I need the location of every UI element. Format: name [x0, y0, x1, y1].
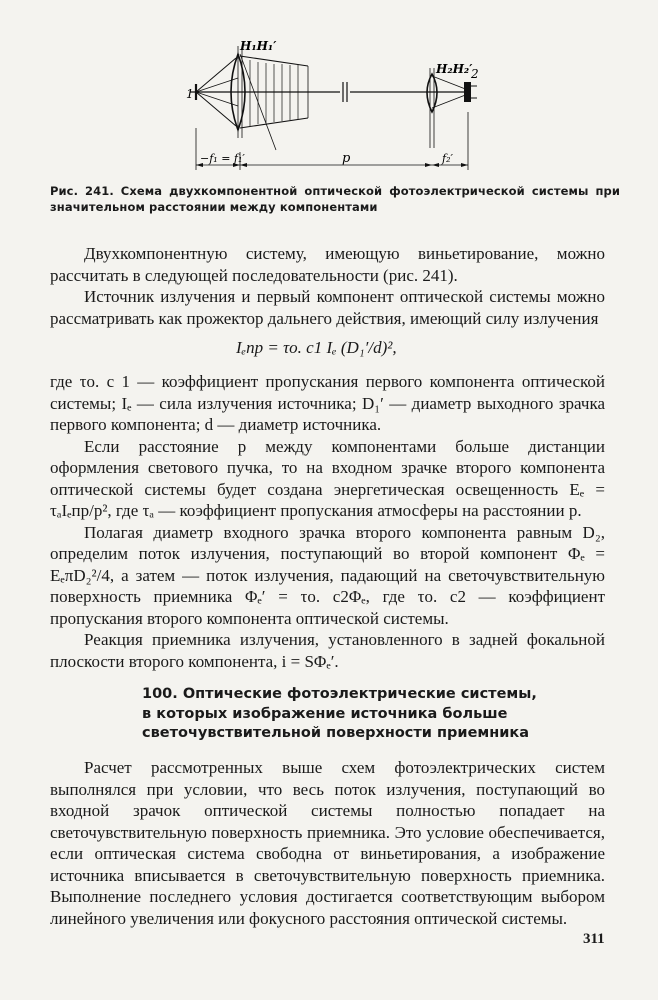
- paragraph-intro: Двухкомпонентную систему, имеющую виньетирование, можно рассчитать в следующей последовательности (рис. 241).: [50, 244, 605, 285]
- optical-scheme-drawing: [150, 40, 620, 190]
- label-detector-number: 2: [471, 67, 479, 81]
- label-source-number: 1: [186, 87, 194, 101]
- label-h2: H₂H₂′: [436, 62, 473, 76]
- section-heading: [142, 685, 562, 744]
- paragraph-calculation: Расчет рассмотренных выше схем фотоэлектрических систем выполнялся при условии, что весь поток излучения, поступающий во входной зрачок оптической системы полностью попадает на светочувствительную поверхность приемника. Это условие обеспечивается, если оптическая система свободна от виньетирования, а изображение источника вписывается в светочувствительную поверхность приемника. Выполнение последнего условия достигается соответствующим выбором линейного увеличения или фокусного расстояния оптической системы.: [50, 758, 605, 928]
- label-p: p: [342, 151, 351, 166]
- heading-line-1: 100. Оптические фотоэлектрические системы,: [142, 686, 537, 702]
- figure-caption: Рис. 241. Схема двухкомпонентной оптической фотоэлектрической системы при значительном расстоянии между компонентами: [50, 184, 620, 214]
- heading-line-3: светочувствительной поверхности приемника: [142, 725, 530, 741]
- paragraph-distance: Если расстояние p между компонентами больше дистанции оформления светового пучка, то на входном зрачке второго компонента оптической системы будет создана энергетическая освещенность Eₑ = τₐIₑпр/p², где τₐ — коэффициент пропускания атмосферы на расстоянии p.: [50, 436, 605, 520]
- paragraph-block-2: [50, 371, 605, 672]
- heading-line-2: в которых изображение источника больше: [142, 705, 508, 722]
- paragraph-flux: Полагая диаметр входного зрачка второго компонента равным D₂, определим поток излучения, поступающий во второй компонент Φₑ = EₑπD₂²/4, а затем — поток излучения, падающий на светочувствительную поверхность приемника Φₑ′ = τо. с2Φₑ, где τо. с2 — коэффициент пропускания второго компонента оптической системы.: [50, 522, 605, 628]
- paragraph-reaction: Реакция приемника излучения, установленного в задней фокальной плоскости второго компонента, i = SΦₑ′.: [50, 630, 605, 671]
- page-number: 311: [583, 931, 605, 947]
- paragraph-source: Источник излучения и первый компонент оптической системы можно рассматривать как прожектор дальнего действия, имеющий силу излучения: [50, 287, 605, 328]
- paragraph-block-1: [50, 243, 605, 329]
- label-f1: −f₁ = f₁′: [200, 152, 245, 165]
- optical-scheme-figure: [150, 40, 620, 190]
- paragraph-where: где τо. с 1 — коэффициент пропускания первого компонента оптической системы; Iₑ — сила излучения источника; D₁′ — диаметр выходного зрачка первого компонента; d — диаметр источника.: [50, 372, 605, 434]
- label-f2: f₂′: [442, 152, 453, 165]
- detector-icon: [464, 82, 471, 102]
- paragraph-block-3: [50, 757, 605, 929]
- label-h1: H₁H₁′: [240, 40, 277, 53]
- formula-intensity: Iₑпр = τо. с1 Iₑ (D₁′/d)²,: [236, 338, 397, 357]
